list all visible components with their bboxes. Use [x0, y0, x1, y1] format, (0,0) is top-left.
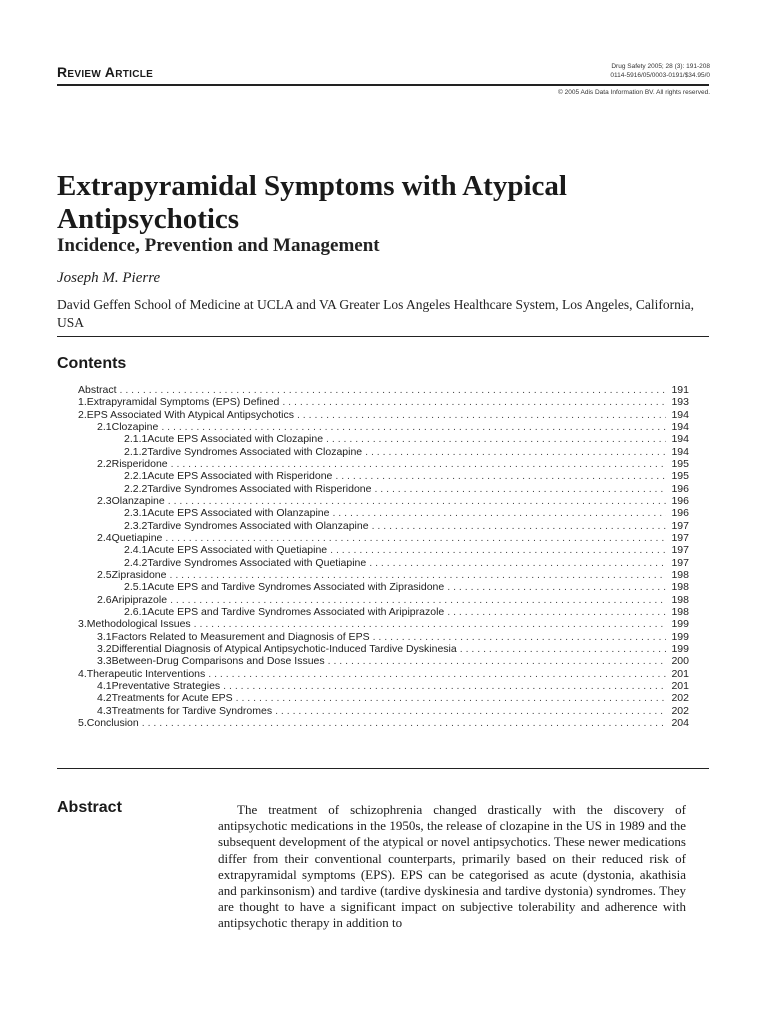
toc-entry-number: 3.	[78, 618, 87, 631]
toc-entry-title: Acute EPS and Tardive Syndromes Associated with Ziprasidone	[147, 581, 445, 594]
toc-entry-page: 201	[671, 679, 689, 692]
toc-leader-dots	[374, 483, 666, 495]
toc-entry-title: EPS Associated With Atypical Antipsychotics	[86, 408, 294, 421]
article-title: Extrapyramidal Symptoms with Atypical Antipsychotics	[57, 170, 567, 235]
toc-entry-page: 204	[671, 716, 689, 729]
toc-entry[interactable]	[78, 507, 689, 519]
toc-entry-number: 2.4	[97, 531, 112, 544]
toc-entry-title: Tardive Syndromes Associated with Quetiapine	[147, 556, 367, 569]
toc-entry-page: 200	[671, 655, 689, 668]
toc-leader-dots	[447, 606, 666, 618]
article-type-label: Review Article	[57, 64, 154, 80]
toc-entry-number: 2.2.1	[124, 470, 148, 483]
journal-citation-line: Drug Safety 2005; 28 (3): 191-208	[611, 63, 710, 70]
toc-leader-dots	[161, 421, 666, 433]
toc-entry[interactable]	[78, 655, 689, 667]
toc-entry-title: Methodological Issues	[86, 618, 191, 631]
toc-entry-title: Tardive Syndromes Associated with Olanzapine	[147, 519, 369, 532]
toc-leader-dots	[373, 631, 666, 643]
toc-entry[interactable]	[78, 520, 689, 532]
toc-entry-number: 3.3	[97, 655, 112, 668]
title-divider	[57, 336, 709, 337]
toc-entry-page: 198	[671, 593, 689, 606]
toc-entry-title: Aripiprazole	[111, 593, 168, 606]
abstract-heading: Abstract	[57, 799, 122, 816]
toc-entry[interactable]	[78, 643, 689, 655]
toc-entry-number: 2.5	[97, 568, 112, 581]
toc-leader-dots	[460, 643, 666, 655]
toc-entry-title: Tardive Syndromes Associated with Clozapine	[147, 445, 363, 458]
toc-entry-title: Acute EPS Associated with Risperidone	[147, 470, 333, 483]
toc-entry-page: 193	[671, 396, 689, 409]
toc-entry-title: Tardive Syndromes Associated with Risperidone	[147, 482, 372, 495]
toc-entry[interactable]	[78, 446, 689, 458]
toc-entry-number: 3.2	[97, 642, 112, 655]
toc-entry-page: 197	[671, 556, 689, 569]
toc-entry-page: 195	[671, 470, 689, 483]
toc-entry-page: 196	[671, 482, 689, 495]
toc-entry-number: 2.	[78, 408, 87, 421]
toc-leader-dots	[282, 396, 666, 408]
toc-leader-dots	[223, 680, 666, 692]
table-of-contents	[78, 384, 689, 729]
toc-entry-title: Treatments for Tardive Syndromes	[111, 704, 273, 717]
toc-entry-page: 194	[671, 445, 689, 458]
toc-entry-number: 2.2	[97, 457, 112, 470]
toc-entry-title: Therapeutic Interventions	[86, 667, 206, 680]
toc-entry-title: Acute EPS Associated with Quetiapine	[147, 544, 328, 557]
toc-entry-page: 194	[671, 433, 689, 446]
toc-leader-dots	[171, 458, 666, 470]
toc-entry-number: 2.6.1	[124, 605, 148, 618]
toc-entry-number: 2.4.1	[124, 544, 148, 557]
toc-leader-dots	[335, 470, 666, 482]
toc-entry-title: Conclusion	[86, 716, 139, 729]
toc-entry-page: 194	[671, 408, 689, 421]
toc-entry-title: Ziprasidone	[111, 568, 167, 581]
toc-entry-title: Quetiapine	[111, 531, 163, 544]
article-subtitle: Incidence, Prevention and Management	[57, 235, 380, 256]
toc-entry-number: 3.1	[97, 630, 112, 643]
toc-leader-dots	[365, 446, 666, 458]
toc-leader-dots	[369, 557, 666, 569]
toc-entry-title: Risperidone	[111, 457, 168, 470]
author-affiliation: David Geffen School of Medicine at UCLA and VA Greater Los Angeles Healthcare System, Los Angeles, California, USA	[57, 297, 694, 330]
toc-entry[interactable]	[78, 618, 689, 630]
toc-entry[interactable]	[78, 606, 689, 618]
toc-entry-page: 197	[671, 544, 689, 557]
toc-entry-page: 199	[671, 630, 689, 643]
toc-entry[interactable]	[78, 668, 689, 680]
toc-entry-page: 202	[671, 704, 689, 717]
toc-entry-page: 202	[671, 692, 689, 705]
toc-leader-dots	[208, 668, 666, 680]
toc-entry-page: 198	[671, 568, 689, 581]
toc-entry-number: 2.1.2	[124, 445, 148, 458]
toc-entry[interactable]	[78, 680, 689, 692]
toc-entry-page: 191	[671, 384, 689, 396]
toc-leader-dots	[120, 384, 666, 396]
toc-entry[interactable]	[78, 483, 689, 495]
toc-entry-title: Abstract	[78, 384, 117, 396]
toc-entry[interactable]	[78, 544, 689, 556]
toc-entry-title: Acute EPS and Tardive Syndromes Associated with Aripiprazole	[147, 605, 445, 618]
toc-entry-number: 2.3.1	[124, 507, 148, 520]
toc-entry-title: Between-Drug Comparisons and Dose Issues	[111, 655, 325, 668]
toc-entry[interactable]	[78, 631, 689, 643]
toc-entry-number: 2.1.1	[124, 433, 148, 446]
toc-leader-dots	[169, 569, 666, 581]
toc-entry[interactable]	[78, 470, 689, 482]
toc-entry-page: 201	[671, 667, 689, 680]
journal-citation	[610, 62, 710, 80]
toc-entry[interactable]	[78, 384, 689, 396]
toc-entry[interactable]	[78, 705, 689, 717]
toc-leader-dots	[142, 717, 666, 729]
toc-entry-title: Factors Related to Measurement and Diagnosis of EPS	[111, 630, 370, 643]
toc-entry-number: 4.1	[97, 679, 112, 692]
toc-leader-dots	[297, 409, 666, 421]
toc-entry-title: Differential Diagnosis of Atypical Antipsychotic-Induced Tardive Dyskinesia	[111, 642, 457, 655]
toc-entry-title: Preventative Strategies	[111, 679, 221, 692]
toc-entry-title: Treatments for Acute EPS	[111, 692, 233, 705]
toc-entry[interactable]	[78, 458, 689, 470]
toc-leader-dots	[330, 544, 666, 556]
header-divider	[57, 84, 709, 86]
toc-leader-dots	[236, 692, 666, 704]
toc-entry[interactable]	[78, 421, 689, 433]
toc-entry[interactable]	[78, 557, 689, 569]
toc-entry[interactable]	[78, 409, 689, 421]
toc-entry[interactable]	[78, 692, 689, 704]
toc-entry-number: 1.	[78, 396, 87, 409]
toc-entry-title: Clozapine	[111, 420, 159, 433]
toc-entry[interactable]	[78, 569, 689, 581]
toc-entry[interactable]	[78, 581, 689, 593]
toc-leader-dots	[168, 495, 666, 507]
toc-entry-number: 4.	[78, 667, 87, 680]
toc-entry-page: 195	[671, 457, 689, 470]
toc-entry-number: 2.4.2	[124, 556, 148, 569]
toc-entry-page: 197	[671, 519, 689, 532]
toc-leader-dots	[275, 705, 666, 717]
toc-entry-page: 196	[671, 507, 689, 520]
toc-entry-number: 2.3.2	[124, 519, 148, 532]
toc-entry-number: 2.1	[97, 420, 112, 433]
copyright-notice: © 2005 Adis Data Information BV. All rights reserved.	[558, 89, 710, 96]
toc-entry-title: Acute EPS Associated with Olanzapine	[147, 507, 330, 520]
abstract-text: The treatment of schizophrenia changed drastically with the discovery of antipsychotic medications in the 1950s, the release of clozapine in the US in 1989 and the subsequent development of the atypical or novel antipsychotics. These newer medications differ from their conventional counterparts, primarily based on their reduced risk of extrapyramidal symptoms (EPS). EPS can be categorised as acute (dystonia, akathisia and parkinsonism) and tardive (tardive dyskinesia and tardive dystonia) syndromes. They are thought to have a significant impact on subjective tolerability and adherence with antipsychotic therapy in addition to	[218, 802, 686, 931]
toc-leader-dots	[170, 594, 666, 606]
author-name: Joseph M. Pierre	[57, 270, 161, 286]
toc-entry-number: 2.6	[97, 593, 112, 606]
toc-entry-number: 2.3	[97, 494, 112, 507]
toc-entry[interactable]	[78, 717, 689, 729]
journal-issn-line: 0114-5916/05/0003-0191/$34.95/0	[610, 72, 710, 79]
toc-entry[interactable]	[78, 495, 689, 507]
toc-entry-page: 199	[671, 618, 689, 631]
toc-entry-page: 194	[671, 420, 689, 433]
toc-leader-dots	[165, 532, 666, 544]
toc-entry-page: 198	[671, 581, 689, 594]
toc-entry-page: 199	[671, 642, 689, 655]
toc-entry[interactable]	[78, 594, 689, 606]
toc-entry-title: Acute EPS Associated with Clozapine	[147, 433, 324, 446]
toc-entry-number: 2.5.1	[124, 581, 148, 594]
toc-entry[interactable]	[78, 532, 689, 544]
toc-entry[interactable]	[78, 396, 689, 408]
toc-entry-number: 4.3	[97, 704, 112, 717]
toc-entry-page: 196	[671, 494, 689, 507]
toc-entry-page: 198	[671, 605, 689, 618]
toc-entry-title: Extrapyramidal Symptoms (EPS) Defined	[86, 396, 280, 409]
contents-heading: Contents	[57, 355, 127, 372]
toc-leader-dots	[332, 507, 666, 519]
contents-divider	[57, 768, 709, 769]
toc-entry-page: 197	[671, 531, 689, 544]
toc-entry[interactable]	[78, 433, 689, 445]
toc-leader-dots	[194, 618, 666, 630]
toc-leader-dots	[326, 433, 666, 445]
toc-leader-dots	[328, 655, 666, 667]
toc-entry-number: 2.2.2	[124, 482, 148, 495]
toc-entry-number: 5.	[78, 716, 87, 729]
toc-entry-number: 4.2	[97, 692, 112, 705]
toc-leader-dots	[372, 520, 666, 532]
toc-entry-title: Olanzapine	[111, 494, 165, 507]
toc-leader-dots	[447, 581, 666, 593]
